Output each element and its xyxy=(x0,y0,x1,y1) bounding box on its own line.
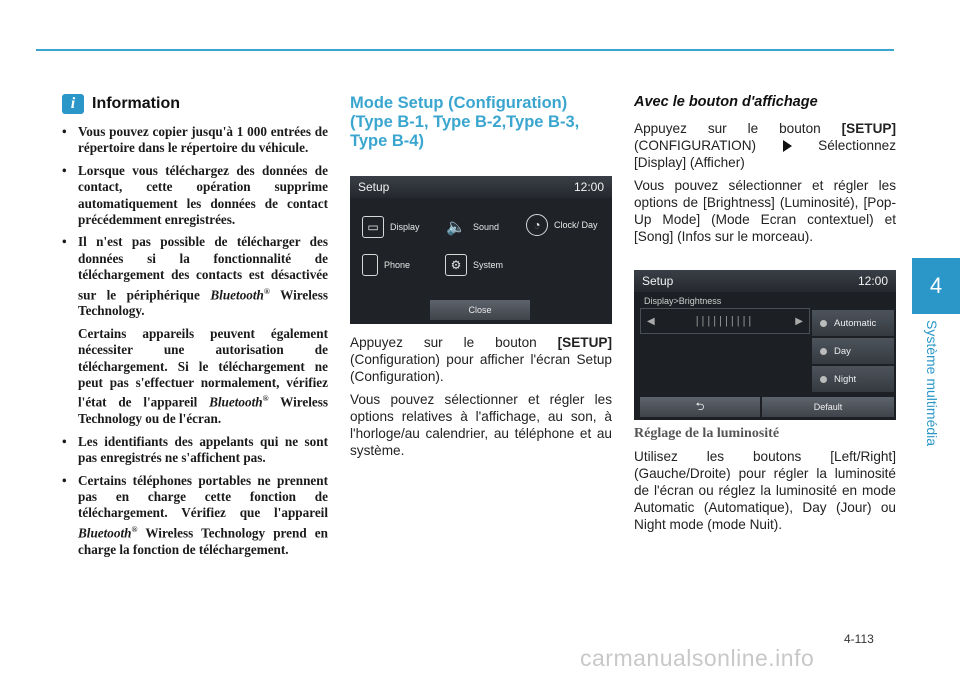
information-title: Information xyxy=(92,95,180,112)
mode-setup-section xyxy=(350,94,612,151)
setup-item-phone[interactable]: Phone xyxy=(362,254,410,276)
mode-setup-paragraph-2: Vous pouvez sélectionner et régler les options relatives à l'affichage, au son, à l'horloge/au calendrier, au téléphone et au système. xyxy=(350,392,612,458)
information-header xyxy=(62,94,328,114)
display-icon: ▭ xyxy=(362,216,384,238)
mode-setup-body xyxy=(350,334,612,465)
screen-breadcrumb: Display>Brightness xyxy=(644,296,722,306)
list-item: • Les identifiants des appelants qui ne sont pas enregistrés ne s'affichent pas. xyxy=(62,434,328,467)
brightness-ticks: |||||||||| xyxy=(695,315,755,327)
watermark: carmanualsonline.info xyxy=(580,645,815,671)
setup-item-system[interactable]: ⚙ System xyxy=(445,254,503,276)
screen-title: Setup xyxy=(642,274,674,288)
setup-item-sound[interactable]: 🔈 Sound xyxy=(445,216,499,238)
list-item: • Vous pouvez copier jusqu'à 1 000 entrées de répertoire dans le répertoire du véhicule. xyxy=(62,124,328,157)
setup-item-clock[interactable]: ◔ Clock/ Day xyxy=(526,214,608,236)
list-item: • Lorsque vous téléchargez des données de contact, cette opération supprime automatiquement les données de contact précédemment enregistrées. xyxy=(62,163,328,229)
speaker-icon: 🔈 xyxy=(446,219,466,236)
close-button[interactable]: Close xyxy=(430,300,530,320)
information-list xyxy=(62,124,328,558)
brightness-screen xyxy=(634,270,896,420)
brightness-section xyxy=(634,426,896,539)
radio-icon xyxy=(820,320,827,327)
display-button-paragraph-2: Vous pouvez sélectionner et régler les options de [Brightness] (Luminosité), [Pop-Up Mode] (Mode Ecran contextuel) et [Song] (Infos sur le morceau). xyxy=(634,178,896,244)
screen-clock: 12:00 xyxy=(857,274,888,288)
information-box xyxy=(62,94,328,564)
left-arrow-button[interactable]: ◀ xyxy=(647,315,655,327)
option-day[interactable]: Day xyxy=(812,338,894,364)
radio-icon xyxy=(820,376,827,383)
screen-clock: 12:00 xyxy=(573,180,604,194)
arrow-right-icon xyxy=(783,140,792,152)
screen-title-bar xyxy=(350,176,612,198)
chapter-label: Système multimédia xyxy=(924,320,940,447)
brightness-slider[interactable] xyxy=(640,308,810,334)
list-item: • Certains téléphones portables ne prennent pas en charge cette fonction de téléchargement. Vérifiez que l'appareil Bluetooth® Wireless Technology prend en charge la fonction de téléchargement. xyxy=(62,473,328,558)
info-icon: i xyxy=(62,94,84,114)
gear-icon: ⚙ xyxy=(445,254,467,276)
display-button-paragraph-1: Appuyez sur le bouton [SETUP] (CONFIGURATION) Sélectionnez [Display] (Afficher) xyxy=(634,121,896,170)
mode-setup-paragraph-1: Appuyez sur le bouton [SETUP] (Configuration) pour afficher l'écran Setup (Configuration). xyxy=(350,335,612,384)
mode-setup-title: Mode Setup (Configuration) (Type B-1, Type B-2,Type B-3, Type B-4) xyxy=(350,94,580,150)
list-item-note: Certains appareils peuvent également nécessiter une autorisation de téléchargement. Si le téléchargement ne peut pas s'effectuer normalement, vérifiez l'état de l'appareil Bluetooth® Wireless Technology ou de l'écran. xyxy=(78,325,328,427)
display-button-section xyxy=(634,94,896,251)
brightness-paragraph: Utilisez les boutons [Left/Right] (Gauche/Droite) pour régler la luminosité de l'écran ou réglez la luminosité en mode Automatic (Automatique), Day (Jour) ou Night mode (mode Nuit). xyxy=(634,449,896,532)
header-rule xyxy=(36,49,894,51)
option-night[interactable]: Night xyxy=(812,366,894,392)
page-number: 4-113 xyxy=(844,632,874,646)
list-item: • Il n'est pas possible de télécharger des données si la fonctionnalité de téléchargement des contacts est désactivée sur le périphérique Bluetooth® Wireless Technology. Certains appareils peuvent également nécessiter une autorisation de téléchargement. Si le téléchargement ne peut pas s'effectuer normalement, vérifiez l'état de l'appareil Bluetooth® Wireless Technology ou de l'écran. xyxy=(62,234,328,427)
back-button[interactable]: ⮌ xyxy=(640,397,760,417)
right-arrow-button[interactable]: ▶ xyxy=(795,315,803,327)
radio-icon xyxy=(820,348,827,355)
phone-icon xyxy=(362,254,378,276)
clock-icon: ◔ xyxy=(526,214,548,236)
screen-title: Setup xyxy=(358,180,390,194)
option-automatic[interactable]: Automatic xyxy=(812,310,894,336)
brightness-title: Réglage de la luminosité xyxy=(634,426,780,441)
default-button[interactable]: Default xyxy=(762,397,894,417)
chapter-number-tab: 4 xyxy=(912,258,960,314)
display-button-title: Avec le bouton d'affichage xyxy=(634,94,818,110)
setup-item-display[interactable]: ▭ Display xyxy=(362,216,420,238)
screen-title-bar xyxy=(634,270,896,292)
setup-screen xyxy=(350,176,612,324)
